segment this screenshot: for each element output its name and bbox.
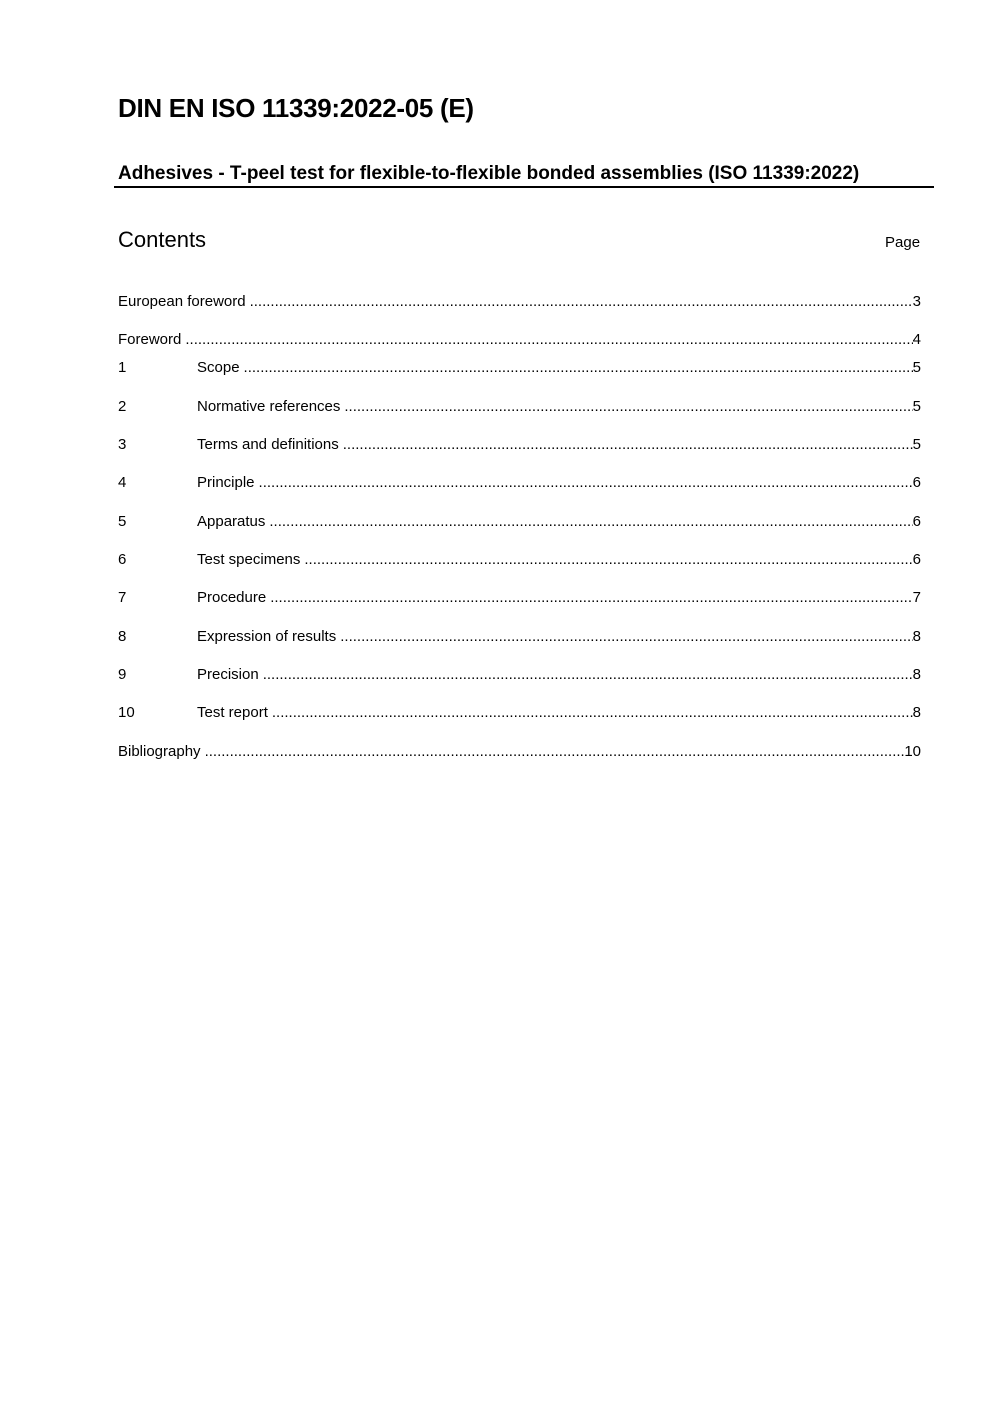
toc-dot-leader <box>185 330 912 350</box>
document-subtitle: Adhesives - T-peel test for flexible-to-flexible bonded assemblies (ISO 11339:2022) <box>118 163 860 184</box>
toc-dot-leader <box>205 742 905 762</box>
toc-entry-title: Procedure <box>197 589 267 606</box>
toc-dot-leader <box>340 627 912 647</box>
toc-entry-apparatus[interactable] <box>118 512 921 532</box>
toc-entry-page: 10 <box>904 743 921 760</box>
document-title: DIN EN ISO 11339:2022-05 (E) <box>118 93 474 123</box>
toc-dot-leader <box>270 588 912 608</box>
toc-entry-title: Scope <box>197 359 240 376</box>
page-column-label: Page <box>885 234 921 251</box>
toc-entry-page: 6 <box>912 551 921 568</box>
toc-entry-page: 4 <box>912 331 921 348</box>
toc-entry-title: Precision <box>197 666 259 683</box>
contents-heading: Contents <box>118 227 207 252</box>
toc-entry-number: 7 <box>118 589 127 606</box>
toc-entry-normative-references[interactable] <box>118 397 921 417</box>
toc-entry-bibliography[interactable] <box>118 742 921 762</box>
toc-dot-leader <box>272 703 913 723</box>
toc-entry-page: 8 <box>912 704 921 721</box>
toc-entry-foreword[interactable] <box>118 330 921 350</box>
toc-entry-expression-of-results[interactable] <box>118 627 921 647</box>
toc-entry-number: 8 <box>118 628 127 645</box>
toc-entry-number: 10 <box>118 704 135 721</box>
toc-entry-number: 3 <box>118 436 127 453</box>
toc-entry-terms-and-definitions[interactable] <box>118 435 921 455</box>
toc-entry-number: 9 <box>118 666 127 683</box>
toc-entry-page: 8 <box>912 628 921 645</box>
toc-entry-european-foreword[interactable] <box>118 292 921 312</box>
toc-dot-leader <box>263 665 913 685</box>
toc-entry-page: 8 <box>912 666 921 683</box>
toc-entry-title: Test report <box>197 704 268 721</box>
toc-entry-title: Principle <box>197 474 255 491</box>
toc-entry-page: 6 <box>912 474 921 491</box>
toc-entry-precision[interactable] <box>118 665 921 685</box>
toc-entry-page: 3 <box>912 293 921 310</box>
toc-entry-title: Normative references <box>197 398 341 415</box>
toc-entry-title: European foreword <box>118 293 246 310</box>
toc-entry-title: Terms and definitions <box>197 436 339 453</box>
toc-entry-title: Bibliography <box>118 743 201 760</box>
subtitle-underline <box>114 186 934 188</box>
toc-entry-page: 6 <box>912 513 921 530</box>
toc-entry-title: Apparatus <box>197 513 266 530</box>
toc-entry-number: 2 <box>118 398 127 415</box>
toc-entry-page: 7 <box>912 589 921 606</box>
toc-dot-leader <box>343 435 913 455</box>
toc-entry-test-report[interactable] <box>118 703 921 723</box>
toc-entry-page: 5 <box>912 398 921 415</box>
toc-dot-leader <box>269 512 912 532</box>
toc-dot-leader <box>244 358 913 378</box>
toc-entry-page: 5 <box>912 436 921 453</box>
toc-entry-number: 4 <box>118 474 127 491</box>
toc-dot-leader <box>259 473 913 493</box>
toc-dot-leader <box>344 397 912 417</box>
toc-dot-leader <box>304 550 912 570</box>
toc-entry-number: 5 <box>118 513 127 530</box>
toc-entry-scope[interactable] <box>118 358 921 378</box>
toc-entry-procedure[interactable] <box>118 588 921 608</box>
toc-entry-principle[interactable] <box>118 473 921 493</box>
toc-dot-leader <box>250 292 913 312</box>
toc-entry-title: Test specimens <box>197 551 301 568</box>
toc-entry-title: Foreword <box>118 331 182 348</box>
toc-entry-title: Expression of results <box>197 628 337 645</box>
toc-entry-page: 5 <box>912 359 921 376</box>
toc-entry-number: 6 <box>118 551 127 568</box>
toc-entry-number: 1 <box>118 359 127 376</box>
toc-entry-test-specimens[interactable] <box>118 550 921 570</box>
